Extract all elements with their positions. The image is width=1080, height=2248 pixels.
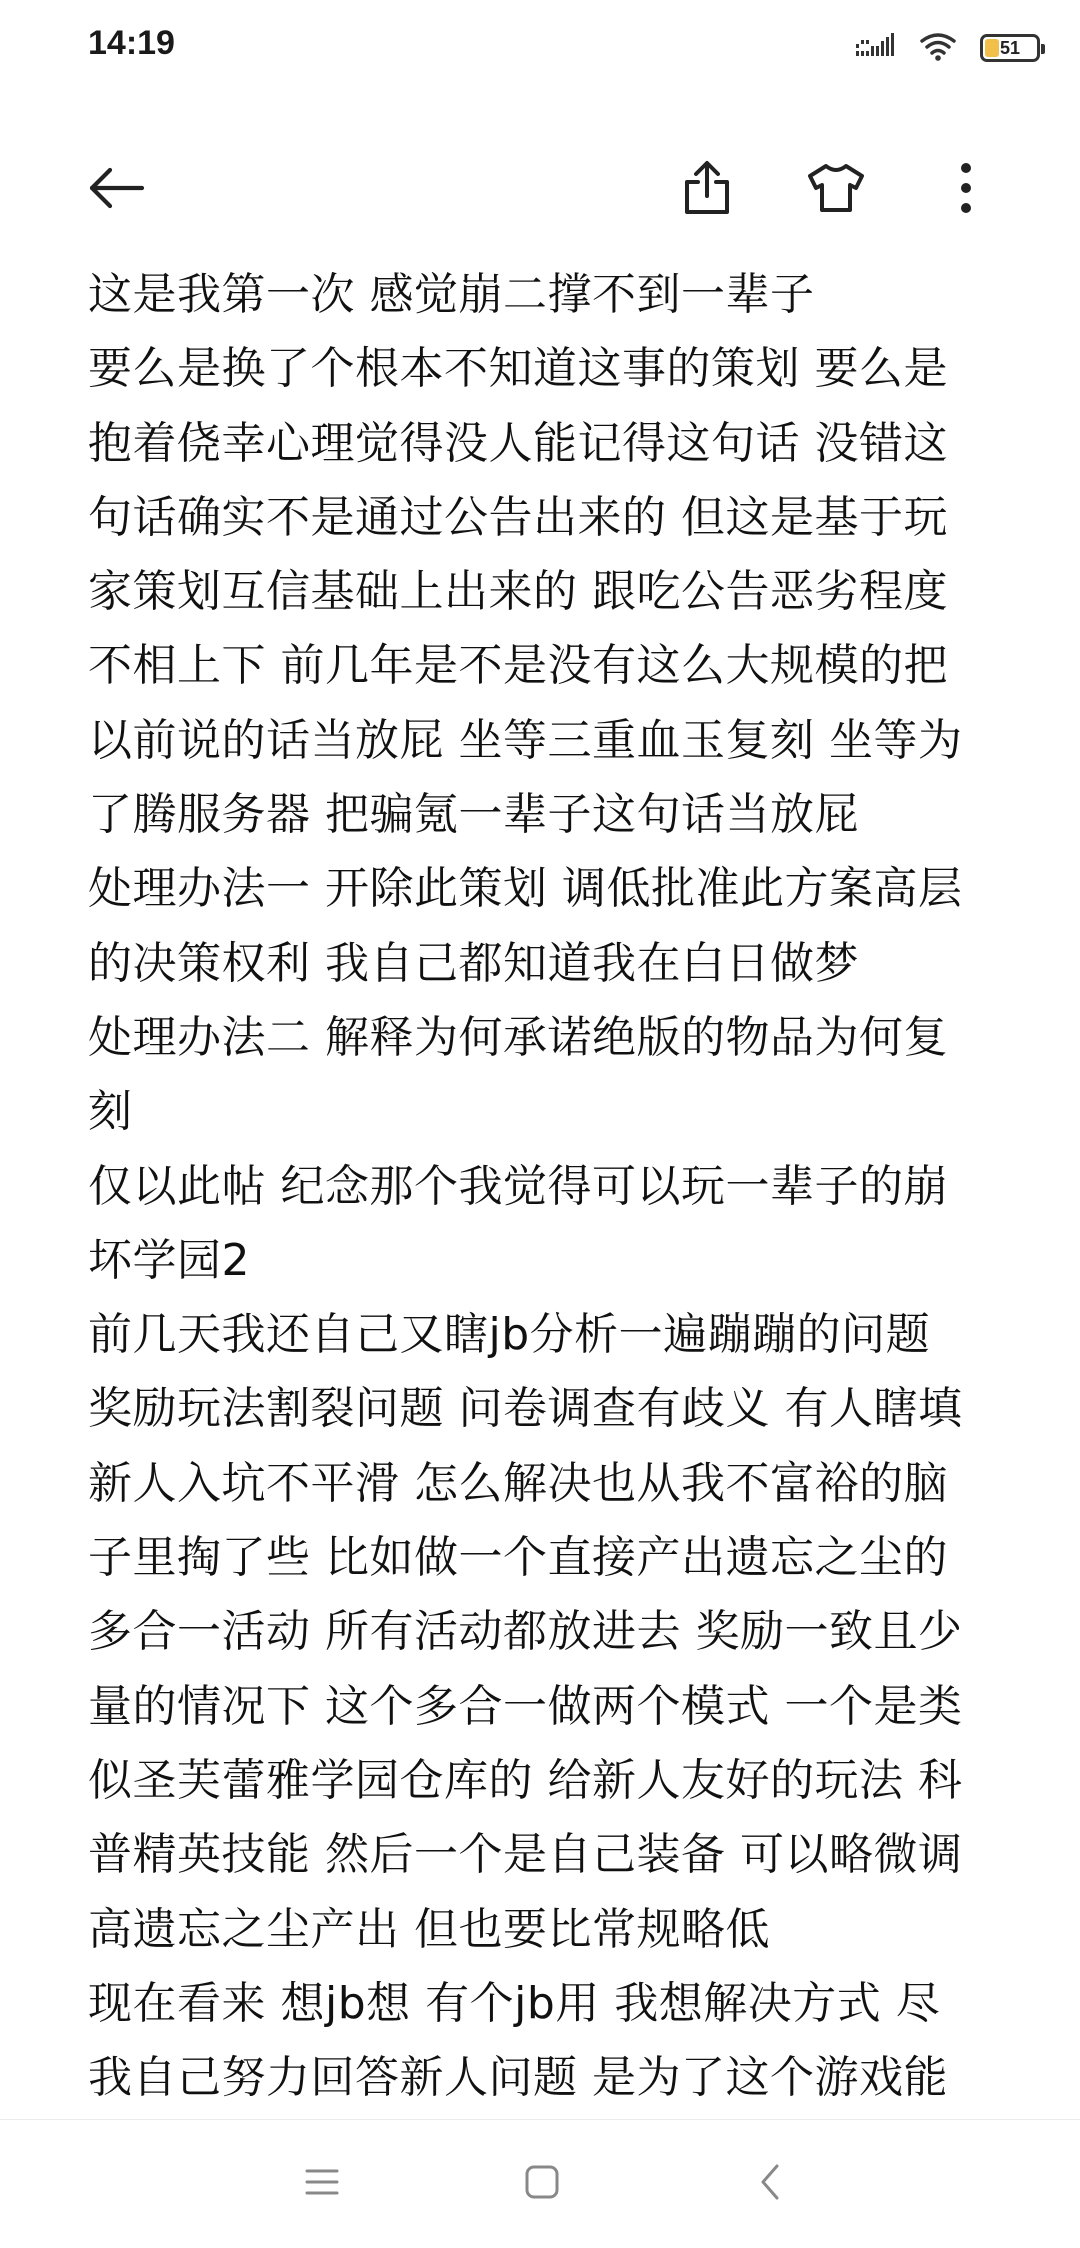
signal-icon bbox=[856, 32, 896, 64]
post-text-line: 量的情况下 这个多合一做两个模式 一个是类 bbox=[88, 1680, 963, 1732]
post-text-line: 的决策权利 我自己都知道我在白日做梦 bbox=[88, 937, 859, 989]
share-icon bbox=[681, 160, 733, 220]
post-text-line: 句话确实不是通过公告出来的 但这是基于玩 bbox=[88, 491, 948, 543]
post-text-line: 普精英技能 然后一个是自己装备 可以略微调 bbox=[88, 1829, 963, 1881]
shirt-icon bbox=[806, 162, 866, 218]
system-nav-bar bbox=[0, 2119, 1080, 2248]
theme-button[interactable] bbox=[786, 140, 886, 240]
post-text-line: 家策划互信基础上出来的 跟吃公告恶劣程度 bbox=[88, 566, 948, 618]
home-button[interactable] bbox=[502, 2144, 582, 2224]
post-text-line: 抱着侥幸心理觉得没人能记得这句话 没错这 bbox=[88, 417, 948, 469]
post-text-line: 以前说的话当放屁 坐等三重血玉复刻 坐等为 bbox=[88, 714, 963, 766]
wifi-icon bbox=[918, 31, 958, 65]
post-text-line: 多合一活动 所有活动都放进去 奖励一致且少 bbox=[88, 1606, 963, 1658]
post-text-line: 我自己努力回答新人问题 是为了这个游戏能 bbox=[88, 2052, 948, 2104]
top-toolbar bbox=[0, 140, 1080, 240]
battery-level: 51 bbox=[999, 37, 1021, 58]
post-text-line: 前几天我还自己又瞎jb分析一遍蹦蹦的问题 bbox=[88, 1309, 931, 1361]
share-button[interactable] bbox=[657, 140, 757, 240]
post-text-line: 子里掏了些 比如做一个直接产出遗忘之尘的 bbox=[88, 1532, 948, 1584]
menu-icon bbox=[304, 2167, 340, 2201]
post-text-line: 刻 bbox=[88, 1086, 133, 1138]
home-square-icon bbox=[524, 2164, 560, 2204]
back-arrow-icon bbox=[86, 166, 146, 214]
post-text-line: 处理办法二 解释为何承诺绝版的物品为何复 bbox=[88, 1011, 948, 1063]
recent-apps-button[interactable] bbox=[282, 2144, 362, 2224]
post-text-line: 似圣芙蕾雅学园仓库的 给新人友好的玩法 科 bbox=[88, 1754, 963, 1806]
post-text-line: 高遗忘之尘产出 但也要比常规略低 bbox=[88, 1903, 770, 1955]
post-text-line: 现在看来 想jb想 有个jb用 我想解决方式 尽 bbox=[88, 1977, 941, 2029]
more-vertical-icon bbox=[958, 162, 974, 218]
post-text-line: 这是我第一次 感觉崩二撑不到一辈子 bbox=[88, 269, 815, 320]
back-chevron-icon bbox=[758, 2162, 782, 2206]
more-button[interactable] bbox=[916, 140, 1016, 240]
post-text-line: 奖励玩法割裂问题 问卷调查有歧义 有人瞎填 bbox=[88, 1383, 963, 1435]
post-text-line: 仅以此帖 纪念那个我觉得可以玩一辈子的崩 bbox=[88, 1160, 948, 1212]
post-text-line: 新人入坑不平滑 怎么解决也从我不富裕的脑 bbox=[88, 1457, 948, 1509]
status-icons bbox=[856, 28, 1040, 68]
post-text-line: 坏学园2 bbox=[88, 1234, 250, 1286]
post-body bbox=[88, 258, 1008, 2115]
battery-icon bbox=[980, 34, 1040, 62]
post-text-line: 了腾服务器 把骗氪一辈子这句话当放屁 bbox=[88, 789, 859, 841]
post-text-line: 处理办法一 开除此策划 调低批准此方案高层 bbox=[88, 863, 963, 915]
system-back-button[interactable] bbox=[730, 2144, 810, 2224]
status-bar bbox=[0, 0, 1080, 96]
battery-fill bbox=[985, 39, 999, 57]
post-text-line: 要么是换了个根本不知道这事的策划 要么是 bbox=[88, 343, 948, 395]
status-time: 14:19 bbox=[88, 24, 175, 62]
back-button[interactable] bbox=[66, 140, 166, 240]
post-text-line: 不相上下 前几年是不是没有这么大规模的把 bbox=[88, 640, 948, 692]
